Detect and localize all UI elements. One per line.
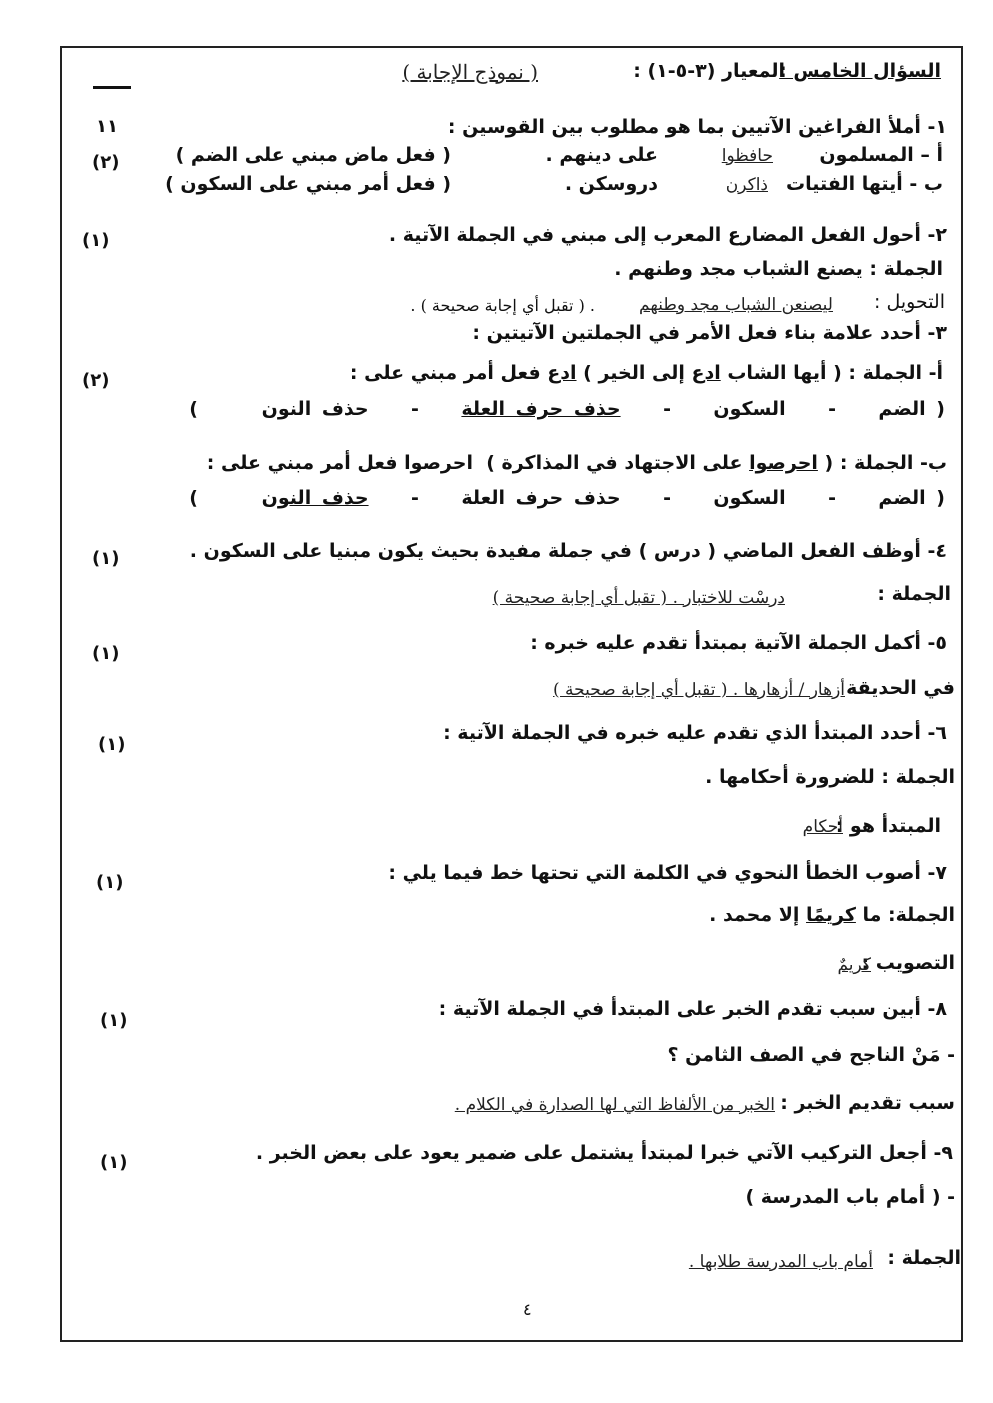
q1a-answer: حافظوا	[721, 146, 773, 166]
q6-mark: (١)	[98, 734, 126, 755]
q3b-opt-4-selected: حذف النون	[261, 487, 369, 509]
q3a-w1: ادع	[691, 362, 721, 384]
q7-answer: كريمٌ	[837, 955, 871, 975]
q3b-p1: ب- الجملة : (	[824, 452, 947, 474]
q8-prompt: ٨- أبين سبب تقدم الخبر على المبتدأ في الجملة الآتية :	[438, 998, 947, 1020]
q6-label: المبتدأ هو :	[835, 815, 941, 837]
model-answer-label: ( نموذج الإجابة )	[402, 60, 538, 84]
q3-mark: (٢)	[82, 370, 110, 391]
q8-mark: (١)	[100, 1010, 128, 1031]
q3a-options	[189, 398, 945, 420]
q3b-close: )	[189, 487, 198, 509]
q5-answer: أزهار / أزهارها . ( تقبل أي إجابة صحيحة )	[553, 680, 845, 700]
q3a-opt-2: السكون	[713, 398, 786, 420]
q9-prompt: ٩- أجعل التركيب الآتي خبرا لمبتدأ يشتمل على ضمير يعود على بعض الخبر .	[255, 1142, 953, 1164]
criterion: المعيار (٣-٥-١) :	[633, 60, 785, 82]
q3a-p1: أ- الجملة : ( أيها الشاب	[727, 362, 943, 384]
q3a-close: )	[189, 398, 198, 420]
q1b-rest: دروسكن .	[564, 173, 658, 195]
q3b-sentence	[207, 452, 947, 474]
q3-prompt: ٣- أحدد علامة بناء فعل الأمر في الجملتين الآتيتين :	[472, 322, 947, 344]
q3a-sep-3: -	[411, 398, 419, 420]
q2-note: . ( تقبل أي إجابة صحيحة ) .	[410, 296, 595, 315]
q6-sentence: الجملة : للضرورة أحكامها .	[705, 766, 955, 788]
q7-mark: (١)	[96, 872, 124, 893]
q8-answer: الخبر من الألفاظ التي لها الصدارة في الكلام .	[454, 1095, 775, 1115]
q7-underlined-word: كريمًا	[806, 904, 856, 926]
q9-phrase: - ( أمام باب المدرسة )	[745, 1186, 955, 1208]
q3b-opt-1: ( الضم	[878, 487, 945, 509]
q5-mark: (١)	[92, 643, 120, 664]
q1-mark: (٢)	[92, 152, 120, 173]
q1a-start: أ – المسلمون	[819, 144, 943, 166]
q3a-p2: إلى الخير )	[583, 362, 685, 384]
q3b-opt-3: حذف حرف العلة	[461, 487, 621, 509]
q7-sentence-end: إلا محمد .	[709, 904, 800, 926]
q3b-p3: احرصوا فعل أمر مبني على :	[206, 452, 473, 474]
q3a-w2: ادع	[547, 362, 577, 384]
q3b-opt-2: السكون	[713, 487, 786, 509]
q2-sentence: الجملة : يصنع الشباب مجد وطنهم .	[614, 258, 943, 280]
q7-prompt: ٧- أصوب الخطأ النحوي في الكلمة التي تحتها خط فيما يلي :	[388, 862, 947, 884]
q2-answer: ليصنعن الشباب مجد وطنهم	[639, 295, 833, 315]
q1b-answer: ذاكرن	[725, 175, 768, 195]
q3a-sep-1: -	[828, 398, 836, 420]
q3a-sentence	[350, 362, 943, 384]
q3b-sep-3: -	[411, 487, 419, 509]
total-marks-line	[93, 86, 131, 89]
q5-prompt: ٥- أكمل الجملة الآتية بمبتدأ تقدم عليه خبره :	[530, 632, 947, 654]
q3a-p3: فعل أمر مبني على :	[349, 362, 541, 384]
q8-label: سبب تقديم الخبر :	[780, 1092, 955, 1114]
q7-sentence-start: الجملة: ما	[862, 904, 955, 926]
q1b-start: ب - أيتها الفتيات	[786, 173, 943, 195]
q3a-sep-2: -	[663, 398, 671, 420]
q6-prompt: ٦- أحدد المبتدأ الذي تقدم عليه خبره في الجملة الآتية :	[443, 722, 947, 744]
q3b-sep-2: -	[663, 487, 671, 509]
q3b-p2: على الاجتهاد في المذاكرة )	[486, 452, 743, 474]
q5-label: في الحديقة	[846, 677, 955, 699]
q3a-opt-4: حذف النون	[261, 398, 369, 420]
q3b-options	[189, 487, 945, 509]
q2-prompt: ٢- أحول الفعل المضارع المعرب إلى مبني في الجملة الآتية .	[388, 224, 947, 246]
q2-label: التحويل :	[874, 291, 945, 313]
q4-prompt: ٤- أوظف الفعل الماضي ( درس ) في جملة مفيدة بحيث يكون مبنيا على السكون .	[189, 540, 947, 562]
q9-answer: أمام باب المدرسة طلابها .	[688, 1252, 873, 1272]
q9-label: الجملة :	[887, 1247, 961, 1269]
q3a-opt-1: ( الضم	[878, 398, 945, 420]
q7-sentence	[709, 904, 955, 926]
q9-mark: (١)	[100, 1152, 128, 1173]
page-number: ٤	[523, 1300, 532, 1319]
q2-mark: (١)	[82, 230, 110, 251]
q4-label: الجملة :	[877, 583, 951, 605]
q4-answer: درسْت للاختبار . ( تقبل أي إجابة صحيحة )	[492, 588, 785, 608]
q1a-rest: على دينهم .	[545, 144, 658, 166]
q1a-hint: ( فعل ماض مبني على الضم )	[175, 144, 451, 166]
q3b-w1: احرصوا	[749, 452, 818, 474]
q7-label: التصويب :	[861, 952, 955, 974]
question-title: السؤال الخامس :	[779, 60, 941, 82]
q1b-hint: ( فعل أمر مبني على السكون )	[165, 173, 451, 195]
total-marks: ١١	[96, 116, 118, 137]
q6-answer: أحكام	[802, 817, 843, 837]
q4-mark: (١)	[92, 548, 120, 569]
q3a-opt-3-selected: حذف حرف العلة	[461, 398, 621, 420]
q3b-sep-1: -	[828, 487, 836, 509]
q1-prompt: ١- أملأ الفراغين الآتيين بما هو مطلوب بين القوسين :	[447, 116, 947, 138]
q8-sentence: - مَنْ الناجح في الصف الثامن ؟	[667, 1044, 955, 1066]
